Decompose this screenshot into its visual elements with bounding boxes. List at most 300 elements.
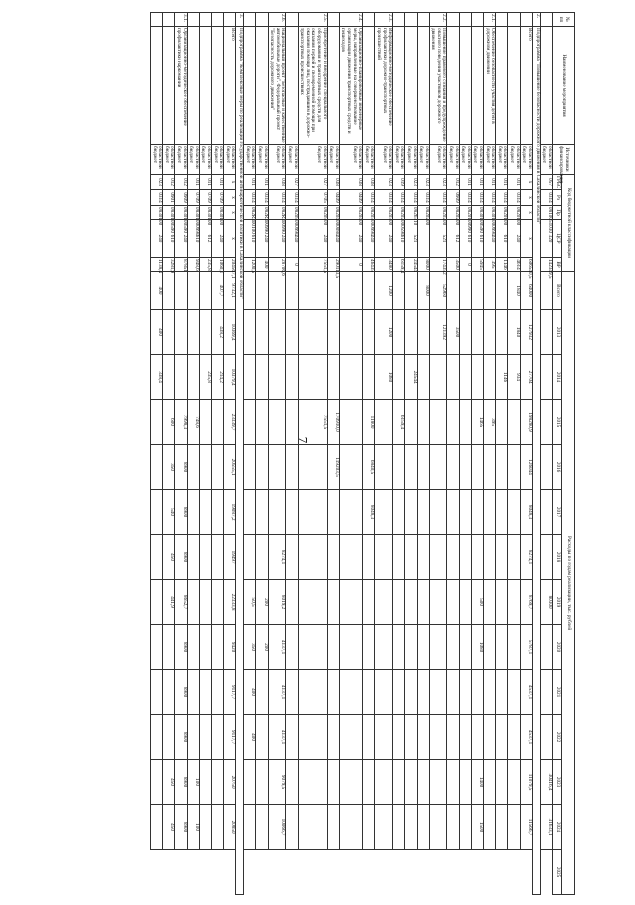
table-row [393,13,405,895]
row-year-value [298,760,327,805]
row-year-value [508,805,520,850]
header-year: 2013 [553,310,562,355]
row-year-value: 7998,3 [175,400,187,445]
row-code: 0314 [540,190,552,206]
row-name: Информационно-методическое обеспечение профилактики дорожно-транспортных происшествий [375,27,393,145]
row-year-value [163,272,175,310]
row-year-value [151,625,163,670]
row-year-value [163,715,175,760]
row-year-value [339,310,362,355]
row-year-value [298,310,327,355]
row-code: 240 [268,220,286,258]
row-year-value [339,490,362,535]
row-year-value: 500 [471,580,483,625]
row-year-value [508,400,520,445]
row-year-value [447,625,459,670]
row-year-value [327,490,339,535]
row-year-value [508,715,520,760]
row-year-value: 450 [163,535,175,580]
row-year-value: 1840 [508,310,520,355]
row-year-value [447,760,459,805]
row-year-value [429,625,447,670]
row-year-value [429,445,447,490]
row-code: 0314 [151,190,163,206]
row-year-value [540,625,552,670]
table-row [459,13,471,895]
row-source: областной бюджет [520,145,532,175]
row-year-value: 350 [163,445,175,490]
row-code: 0314 [484,190,496,206]
row-code: 240 [286,220,298,258]
header-total: Всего [553,272,562,310]
row-year-value: 8048,3 [520,490,532,535]
row-year-value: 1500 [471,805,483,850]
row-name [393,27,405,145]
row-year-value [484,355,496,400]
row-no [363,13,375,27]
row-total: 3500 [447,258,459,272]
header-year: 2021 [553,670,562,715]
row-year-value [151,400,163,445]
row-year-value [496,580,508,625]
row-year-value [508,490,520,535]
row-year-value [447,715,459,760]
row-no: 2.6. [268,13,286,27]
row-code: 027 [286,175,298,190]
row-year-value: 6159,4 [393,400,405,445]
row-year-value [471,535,483,580]
row-total: 5945 [471,258,483,272]
row-total: 28706,6 [268,258,286,272]
row-year-value [211,445,223,490]
row-year-value [417,400,429,445]
table-row [429,13,447,895]
row-code: 0314 [405,190,417,206]
row-year-value [244,310,256,355]
row-name [151,27,163,145]
row-year-value [199,272,211,310]
row-year-value [496,272,508,310]
row-year-value [256,715,268,760]
row-year-value [363,625,375,670]
row-code: 0820500 [298,206,327,220]
row-year-value: 9079,5 [268,760,286,805]
row-year-value: 11079,5 [520,760,532,805]
row-year-value [417,445,429,490]
row-year-value: 9732,1 [224,272,236,310]
row-year-value [417,535,429,580]
row-code: 0830100 [211,206,223,220]
row-year-value [211,580,223,625]
row-year-value: 31633,1 [540,805,552,850]
row-year-value: 200 [256,625,268,670]
row-source: областной бюджет [447,145,459,175]
row-year-value [187,535,199,580]
row-year-value: 8900 [175,625,187,670]
row-code: 0709 [199,190,211,206]
row-year-value [327,310,339,355]
row-year-value [286,445,298,490]
row-source: областной бюджет [286,145,298,175]
row-name: Организационно-методическое обеспечение профилактики наркомании [175,27,187,145]
row-code: 08203000990 [363,206,375,220]
row-name [471,27,483,145]
row-source: областной бюджет [244,145,256,175]
row-year-value [375,760,393,805]
row-code: 0314 [286,190,298,206]
row-year-value [429,805,447,850]
row-code: x [224,206,236,220]
row-year-value [508,535,520,580]
row-code: 0314 [496,190,508,206]
row-year-value [484,310,496,355]
row-year-value [405,535,417,580]
row-year-value [256,310,268,355]
row-source: областной бюджет [508,145,520,175]
row-year-value [375,670,393,715]
table-row [339,13,362,895]
row-year-value: 8900 [175,670,187,715]
row-code: 038 [268,175,286,190]
row-year-value: 438,2 [211,310,223,355]
row-year-value [375,580,393,625]
row-year-value [298,355,327,400]
row-code: 0314 [244,190,256,206]
row-code: 240 [151,220,163,258]
row-year-value: 20555,1 [224,445,236,490]
row-year-value [363,715,375,760]
row-code: 0314 [363,190,375,206]
row-year-value: 4137,1 [268,715,286,760]
row-year-value: 22333,8 [224,580,236,625]
row-code: 023 [151,175,163,190]
row-year-value: 10066,7 [268,805,286,850]
row-no [520,13,532,27]
row-no [327,13,339,27]
row-code: 240 [327,220,339,258]
row-no [187,13,199,27]
row-code: 0409 [327,190,339,206]
row-source: областной бюджет [187,145,199,175]
table-row [298,13,327,895]
row-year-value [496,625,508,670]
row-code: 612 [447,220,459,258]
row-year-value [417,310,429,355]
page-number: 7 [295,436,311,444]
table-row [224,13,236,895]
row-total: 606540,5 [520,258,532,272]
row-source: областной бюджет [199,145,211,175]
row-year-value [199,400,211,445]
row-year-value [459,625,471,670]
row-code: x [224,190,236,206]
row-total: 3480 [375,258,393,272]
header-expenses-group: Расходы по годам реализации, тыс. рублей [562,272,575,895]
row-year-value [484,580,496,625]
row-code: 0314 [256,190,268,206]
row-code: 082R300990 [268,206,286,220]
row-no [393,13,405,27]
row-year-value: 1465 [471,400,483,445]
row-year-value [405,445,417,490]
row-year-value [339,400,362,445]
row-no [199,13,211,27]
row-year-value [363,535,375,580]
row-code: 023 [417,175,429,190]
row-year-value [405,490,417,535]
row-year-value: 4137,1 [268,670,286,715]
header-code-0: ГРБС [553,175,562,190]
section-title: Подпрограмма "Комплексные меры по реализации государственной антинаркотической политики в Сахалинской области" [236,27,244,895]
row-year-value: 540 [163,490,175,535]
row-year-value: 30416,4 [540,760,552,805]
row-source: областной бюджет [375,145,393,175]
row-name [256,27,268,145]
row-year-value [211,400,223,445]
row-year-value [175,310,187,355]
row-year-value [286,805,298,850]
row-year-value [244,535,256,580]
row-year-value [327,805,339,850]
row-year-value [375,625,393,670]
row-year-value [151,760,163,805]
row-year-value [339,445,362,490]
row-code: 240 [298,220,327,258]
row-no [508,13,520,27]
row-name [447,27,459,145]
row-name: Приобретение и внедрение специального оборудования и транспортных средств для оказания первой и своевременной помощи при оказании помощи лиц, пострадавшим в дорожно-транспортных происшествиях [298,27,327,145]
row-year-value: 4537,1 [520,715,532,760]
row-source: областной бюджет [363,145,375,175]
row-total: 1138,4 [151,258,163,272]
row-year-value: 1080 [375,355,393,400]
row-year-value [540,310,552,355]
row-code: 038 [363,175,375,190]
row-name [363,27,375,145]
row-year-value [327,760,339,805]
table-row [508,13,520,895]
row-name [405,27,417,145]
row-year-value: 748,6 [187,400,199,445]
row-year-value [540,535,552,580]
row-year-value: 8900 [175,445,187,490]
row-year-value: 7551,5 [298,400,327,445]
table-row [256,13,268,895]
row-code: 0314 [268,190,286,206]
row-code: 038 [339,175,362,190]
row-code: 011 [187,175,199,190]
row-year-value [268,310,286,355]
row-code: 610 [187,220,199,258]
row-year-value [286,715,298,760]
row-year-value [393,670,405,715]
header-year: 2024 [553,805,562,850]
row-year-value [286,272,298,310]
row-code: 08205000990 [286,206,298,220]
header-name: Наименование мероприятия [553,27,575,145]
row-name [163,27,175,145]
table-row [520,13,532,895]
row-code: 0705 [298,190,327,206]
row-year-value [417,355,429,400]
row-code: 08202000590 [393,206,405,220]
row-total: 1200,5 [244,258,256,272]
header-code-3: ЦСР [553,220,562,258]
row-total: 400 [256,258,268,272]
row-year-value [256,805,268,850]
row-year-value: 1840 [508,272,520,310]
row-name [199,27,211,145]
row-year-value [484,625,496,670]
row-code: 0314 [508,190,520,206]
section-row [236,13,244,895]
row-year-value [339,625,362,670]
row-code: 0820200 [429,206,447,220]
row-year-value: 9117,7 [224,715,236,760]
row-year-value [187,310,199,355]
row-total: 0 [459,258,471,272]
row-year-value [199,670,211,715]
row-year-value: 127932 [520,310,532,355]
row-year-value [429,535,447,580]
row-code: 0830100590 [471,206,483,220]
row-year-value [339,670,362,715]
row-year-value: 20850 [224,805,236,850]
row-year-value [447,580,459,625]
section-row [532,13,540,895]
row-year-value [327,625,339,670]
row-year-value [496,805,508,850]
row-year-value [327,355,339,400]
row-year-value [417,760,429,805]
row-year-value [187,445,199,490]
row-code: 240 [211,220,223,258]
table-row [405,13,417,895]
row-year-value [187,490,199,535]
row-year-value: 400 [244,715,256,760]
row-year-value: 4537,1 [520,670,532,715]
row-code: 0820100990 [459,206,471,220]
expense-table-sheet [55,12,575,892]
row-code: 0314 [429,190,447,206]
row-no: 2.4. [339,13,362,27]
row-name [211,27,223,145]
row-year-value [151,445,163,490]
row-year-value [199,445,211,490]
row-year-value [459,445,471,490]
row-year-value [199,580,211,625]
row-code: 0830100590 [175,206,187,220]
row-year-value [286,535,298,580]
row-year-value [151,580,163,625]
row-year-value: 1146 [496,355,508,400]
row-year-value: 350 [244,625,256,670]
row-total: 7551,5 [298,258,327,272]
row-total: 174352 [429,258,447,272]
row-code: x [224,220,236,258]
row-no [459,13,471,27]
row-code: 082R300100 [244,206,256,220]
row-code: x [520,190,532,206]
row-year-value [151,490,163,535]
row-year-value [484,272,496,310]
row-year-value: 6840,5 [363,445,375,490]
row-year-value: 1080 [471,625,483,670]
row-year-value [211,715,223,760]
row-total: 395 [484,258,496,272]
row-year-value [459,670,471,715]
row-no [244,13,256,27]
row-year-value [508,445,520,490]
row-year-value [244,805,256,850]
row-year-value: 1400 [471,760,483,805]
row-year-value [417,490,429,535]
row-total: 948,6 [187,258,199,272]
row-name [187,27,199,145]
row-year-value [471,310,483,355]
header-year: 2019 [553,580,562,625]
row-year-value [447,805,459,850]
row-year-value [471,670,483,715]
row-year-value: 50,5 [244,580,256,625]
row-year-value [447,670,459,715]
row-year-value [327,580,339,625]
row-year-value: 235,8 [199,355,211,400]
row-year-value [459,490,471,535]
table-row [211,13,223,895]
row-code: 0901 [163,190,175,206]
row-name: Всего [224,27,236,145]
row-no [496,13,508,27]
row-code: 0709 [211,190,223,206]
row-code: 023 [405,175,417,190]
row-year-value [459,310,471,355]
row-year-value [298,670,327,715]
row-code: 011 [496,175,508,190]
row-code: 019 [393,175,405,190]
header-year: 2020 [553,625,562,670]
row-year-value [447,272,459,310]
row-year-value [187,715,199,760]
row-year-value [508,580,520,625]
row-year-value [286,580,298,625]
row-year-value [363,310,375,355]
row-year-value [447,355,459,400]
row-code: 610 [244,220,256,258]
header-year: 2017 [553,490,562,535]
row-year-value [405,400,417,445]
row-year-value: 9420 [224,625,236,670]
row-code: 023 [429,175,447,190]
header-code-group: Код бюджетной классификации [562,175,575,272]
row-year-value [211,805,223,850]
row-year-value [447,535,459,580]
table-row [327,13,339,895]
row-year-value [540,400,552,445]
row-source: областной бюджет [393,145,405,175]
row-year-value: 8900 [175,805,187,850]
row-year-value [327,715,339,760]
row-name [327,27,339,145]
row-year-value [417,670,429,715]
row-year-value [405,760,417,805]
row-year-value [496,715,508,760]
row-total: 204567,1 [224,258,236,272]
row-year-value [286,670,298,715]
row-year-value [286,400,298,445]
table-row [417,13,429,895]
table-row [199,13,211,895]
